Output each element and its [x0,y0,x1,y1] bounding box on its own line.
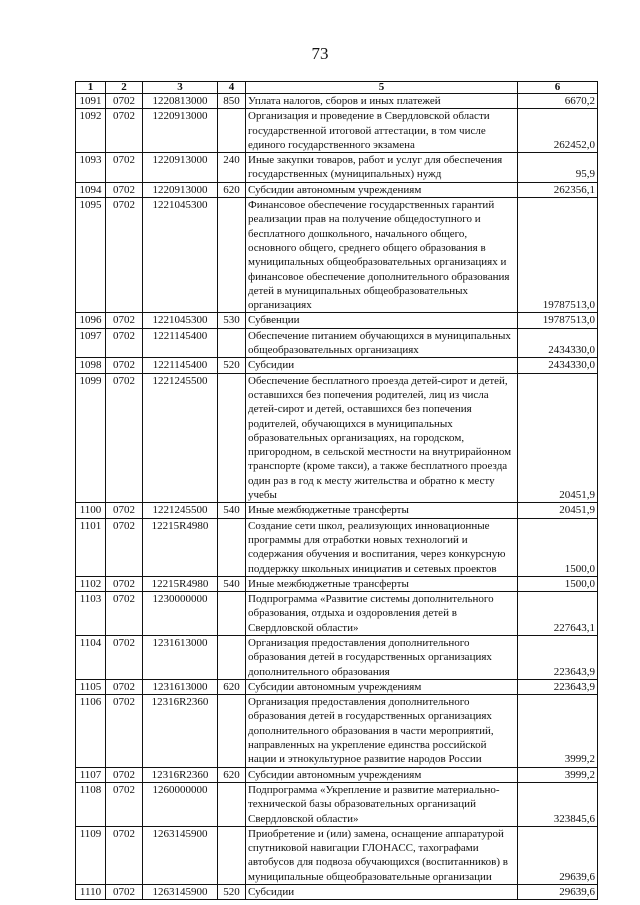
amount: 3999,2 [518,767,598,782]
amount: 1500,0 [518,518,598,576]
table-row [76,198,598,313]
row-number: 1107 [76,767,106,782]
section-code: 0702 [106,503,143,518]
section-code: 0702 [106,94,143,109]
item-name: Обеспечение питанием обучающихся в муниципальных общеобразовательных организациях [246,328,518,358]
amount: 223643,9 [518,679,598,694]
item-name: Субвенции [246,313,518,328]
item-name: Организация предоставления дополнительного образования детей в государственных организациях дополнительного образования в части мероприятий, направленных на укрепление единства российской нации и этнокультурное развитие народов России [246,695,518,767]
amount: 1500,0 [518,576,598,591]
table-row [76,679,598,694]
section-code: 0702 [106,679,143,694]
header-col-6: 6 [518,82,598,94]
item-name: Субсидии автономным учреждениям [246,767,518,782]
amount: 223643,9 [518,635,598,679]
table-row [76,826,598,884]
expense-type-code: 850 [218,94,246,109]
target-article-code: 1231613000 [143,635,218,679]
target-article-code: 1230000000 [143,592,218,636]
section-code: 0702 [106,635,143,679]
expense-type-code: 620 [218,679,246,694]
expense-type-code [218,198,246,313]
expense-type-code: 540 [218,576,246,591]
expense-type-code [218,826,246,884]
table-row [76,153,598,183]
row-number: 1096 [76,313,106,328]
amount: 19787513,0 [518,198,598,313]
amount: 95,9 [518,153,598,183]
section-code: 0702 [106,182,143,197]
row-number: 1095 [76,198,106,313]
table-row [76,576,598,591]
item-name: Иные закупки товаров, работ и услуг для обеспечения государственных (муниципальных) нужд [246,153,518,183]
item-name: Организация предоставления дополнительного образования детей в государственных организациях дополнительного образования [246,635,518,679]
row-number: 1097 [76,328,106,358]
table-row [76,94,598,109]
section-code: 0702 [106,782,143,826]
expense-type-code [218,782,246,826]
target-article-code: 1221045300 [143,198,218,313]
row-number: 1100 [76,503,106,518]
expense-type-code [218,373,246,503]
item-name: Субсидии [246,358,518,373]
amount: 262356,1 [518,182,598,197]
table-row [76,518,598,576]
item-name: Уплата налогов, сборов и иных платежей [246,94,518,109]
header-col-1: 1 [76,82,106,94]
section-code: 0702 [106,518,143,576]
item-name: Иные межбюджетные трансферты [246,576,518,591]
section-code: 0702 [106,313,143,328]
target-article-code: 12316R2360 [143,695,218,767]
target-article-code: 1221245500 [143,503,218,518]
row-number: 1101 [76,518,106,576]
item-name: Создание сети школ, реализующих инновационные программы для отработки новых технологий и содержания обучения и воспитания, через конкурсную поддержку школьных инициатив и сетевых проектов [246,518,518,576]
section-code: 0702 [106,695,143,767]
expense-type-code [218,635,246,679]
amount: 29639,6 [518,826,598,884]
amount: 227643,1 [518,592,598,636]
expense-type-code [218,592,246,636]
item-name: Подпрограмма «Развитие системы дополнительного образования, отдыха и оздоровления детей в Свердловской области» [246,592,518,636]
table-row [76,109,598,153]
target-article-code: 1220913000 [143,109,218,153]
table-row [76,592,598,636]
table-row [76,182,598,197]
item-name: Приобретение и (или) замена, оснащение аппаратурой спутниковой навигации ГЛОНАСС, тахографами автобусов для подвоза обучающихся (воспитанников) в муниципальные общеобразовательные организации [246,826,518,884]
header-col-4: 4 [218,82,246,94]
table-row [76,885,598,900]
row-number: 1098 [76,358,106,373]
target-article-code: 1263145900 [143,826,218,884]
expense-type-code: 620 [218,767,246,782]
expense-type-code [218,695,246,767]
amount: 262452,0 [518,109,598,153]
row-number: 1094 [76,182,106,197]
table-row [76,695,598,767]
amount: 19787513,0 [518,313,598,328]
section-code: 0702 [106,358,143,373]
section-code: 0702 [106,198,143,313]
target-article-code: 1220913000 [143,182,218,197]
target-article-code: 1221045300 [143,313,218,328]
section-code: 0702 [106,576,143,591]
table-row [76,767,598,782]
expense-type-code [218,109,246,153]
row-number: 1105 [76,679,106,694]
row-number: 1102 [76,576,106,591]
header-row [76,82,598,94]
header-col-2: 2 [106,82,143,94]
target-article-code: 12316R2360 [143,767,218,782]
row-number: 1103 [76,592,106,636]
row-number: 1099 [76,373,106,503]
expense-type-code: 620 [218,182,246,197]
row-number: 1108 [76,782,106,826]
table-row [76,313,598,328]
item-name: Субсидии автономным учреждениям [246,679,518,694]
section-code: 0702 [106,328,143,358]
amount: 20451,9 [518,373,598,503]
page-number: 73 [311,44,329,63]
row-number: 1093 [76,153,106,183]
table-row [76,328,598,358]
section-code: 0702 [106,885,143,900]
expense-type-code: 540 [218,503,246,518]
amount: 29639,6 [518,885,598,900]
item-name: Иные межбюджетные трансферты [246,503,518,518]
target-article-code: 1220813000 [143,94,218,109]
item-name: Финансовое обеспечение государственных гарантий реализации прав на получение общедоступного и бесплатного дошкольного, начального общего, основного общего, среднего общего образования в муниципальных общеобразовательных организациях и финансовое обеспечение дополнительного образования детей в муниципальных общеобразовательных организациях [246,198,518,313]
target-article-code: 1231613000 [143,679,218,694]
target-article-code: 1263145900 [143,885,218,900]
expense-type-code: 240 [218,153,246,183]
target-article-code: 12215R4980 [143,576,218,591]
amount: 3999,2 [518,695,598,767]
header-col-5: 5 [246,82,518,94]
table-row [76,358,598,373]
item-name: Подпрограмма «Укрепление и развитие материально-технической базы образовательных организаций Свердловской области» [246,782,518,826]
row-number: 1106 [76,695,106,767]
row-number: 1092 [76,109,106,153]
amount: 2434330,0 [518,328,598,358]
section-code: 0702 [106,109,143,153]
item-name: Организация и проведение в Свердловской области государственной итоговой аттестации, в том числе единого государственного экзамена [246,109,518,153]
expense-type-code: 520 [218,885,246,900]
target-article-code: 12215R4980 [143,518,218,576]
row-number: 1104 [76,635,106,679]
table-row [76,503,598,518]
target-article-code: 1221245500 [143,373,218,503]
section-code: 0702 [106,826,143,884]
expense-type-code: 530 [218,313,246,328]
row-number: 1091 [76,94,106,109]
amount: 2434330,0 [518,358,598,373]
expense-type-code [218,518,246,576]
item-name: Субсидии автономным учреждениям [246,182,518,197]
amount: 20451,9 [518,503,598,518]
item-name: Субсидии [246,885,518,900]
table-row [76,373,598,503]
amount: 6670,2 [518,94,598,109]
target-article-code: 1260000000 [143,782,218,826]
table-row [76,635,598,679]
section-code: 0702 [106,767,143,782]
item-name: Обеспечение бесплатного проезда детей-сирот и детей, оставшихся без попечения родителей, лиц из числа детей-сирот и детей, оставшихся без попечения родителей, обучающихся в муниципальных образовательных организациях, на городском, пригородном, в сельской местности на внутрирайонном транспорте (кроме такси), а также бесплатного проезда один раз в год к месту жительства и обратно к месту учебы [246,373,518,503]
row-number: 1110 [76,885,106,900]
header-col-3: 3 [143,82,218,94]
expense-type-code: 520 [218,358,246,373]
target-article-code: 1220913000 [143,153,218,183]
budget-table [75,81,598,900]
table-row [76,782,598,826]
expense-type-code [218,328,246,358]
section-code: 0702 [106,373,143,503]
amount: 323845,6 [518,782,598,826]
target-article-code: 1221145400 [143,328,218,358]
section-code: 0702 [106,153,143,183]
target-article-code: 1221145400 [143,358,218,373]
section-code: 0702 [106,592,143,636]
row-number: 1109 [76,826,106,884]
